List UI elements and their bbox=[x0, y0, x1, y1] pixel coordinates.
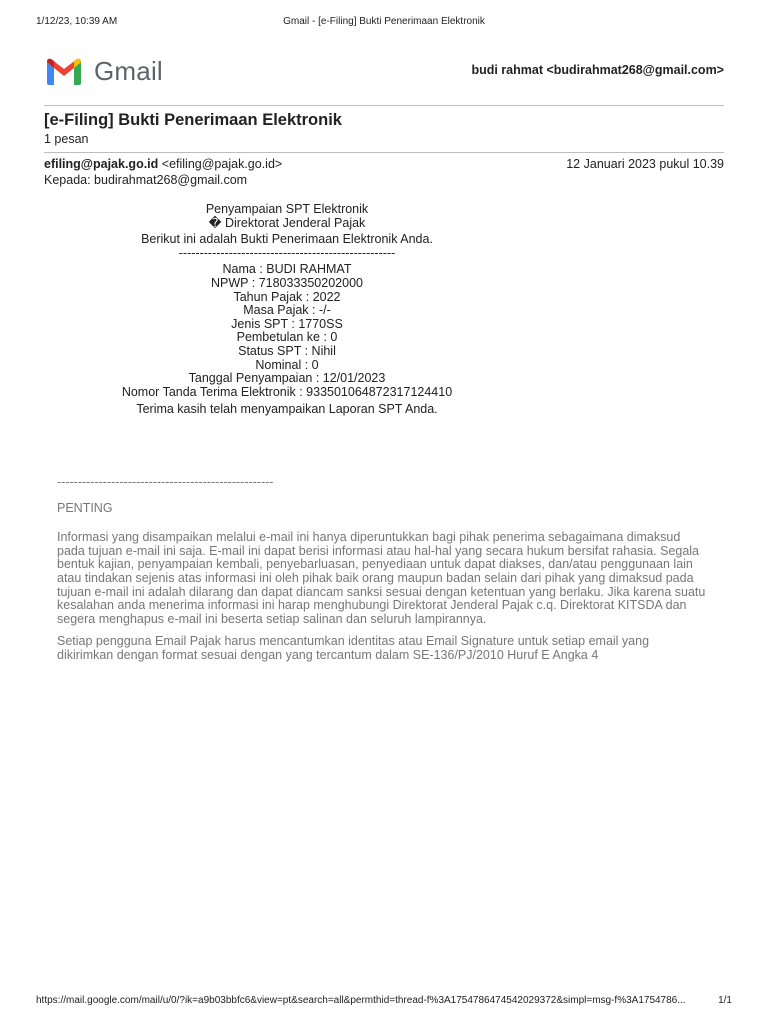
thread-subject: [e-Filing] Bukti Penerimaan Elektronik bbox=[44, 111, 342, 129]
receipt-thanks: Terima kasih telah menyampaikan Laporan SPT Anda. bbox=[136, 402, 438, 417]
header-divider bbox=[44, 105, 724, 106]
thread-divider bbox=[44, 152, 724, 153]
notice-line: atau tindakan sejenis atas informasi ini oleh pihak baik orang maupun badan selain dari pihak yang dimaksud pada bbox=[57, 570, 694, 585]
print-datetime: 1/12/23, 10:39 AM bbox=[36, 16, 118, 27]
notice-line: Informasi yang disampaikan melalui e-mail ini hanya diperuntukkan bagi pihak penerima sebagaimana dimaksud bbox=[57, 530, 681, 545]
account-identity: budi rahmat <budirahmat268@gmail.com> bbox=[471, 63, 724, 77]
notice-line: kesalahan anda menerima informasi ini harap menghubungi Direktorat Jenderal Pajak c.q. Direktorat KITSDA dan bbox=[57, 598, 687, 613]
notice-heading: PENTING bbox=[57, 500, 113, 515]
message-date: 12 Januari 2023 pukul 10.39 bbox=[566, 157, 724, 171]
receipt-field-nominal: Nominal : 0 bbox=[255, 357, 319, 372]
receipt-field-npwp: NPWP : 718033350202000 bbox=[211, 275, 363, 290]
notice-line: tujuan e-mail ini adalah dilarang dan dapat diancam sanksi sesuai dengan ketentuan yang berlaku. Jika karena suatu bbox=[57, 584, 706, 599]
notice-paragraph-signature bbox=[57, 635, 725, 662]
legal-notice bbox=[57, 476, 725, 663]
receipt-intro: Berikut ini adalah Bukti Penerimaan Elektronik Anda. bbox=[141, 232, 433, 247]
sender-address: <efiling@pajak.go.id> bbox=[161, 157, 283, 171]
recipient-line: Kepada: budirahmat268@gmail.com bbox=[44, 173, 248, 187]
gmail-header bbox=[44, 54, 724, 90]
receipt-issuer: � Direktorat Jenderal Pajak bbox=[208, 215, 366, 230]
notice-line: pada tujuan e-mail ini saja. E-mail ini dapat berisi informasi atau hal-hal yang secara hukum bersifat rahasia. Segala bbox=[57, 543, 700, 558]
notice-paragraph-confidentiality bbox=[57, 531, 725, 626]
receipt-field-nama: Nama : BUDI RAHMAT bbox=[222, 262, 352, 277]
sender-row bbox=[44, 157, 724, 171]
receipt-field-tahun-pajak: Tahun Pajak : 2022 bbox=[233, 289, 341, 304]
message-count: 1 pesan bbox=[44, 132, 89, 146]
receipt-field-tanggal: Tanggal Penyampaian : 12/01/2023 bbox=[188, 371, 386, 386]
gmail-wordmark: Gmail bbox=[94, 56, 163, 86]
notice-line: bentuk kajian, penyampaian kembali, penyebarluasan, penyediaan untuk dapat diakses, dan/atau penggunaan lain bbox=[57, 557, 693, 572]
receipt-field-jenis-spt: Jenis SPT : 1770SS bbox=[231, 316, 343, 331]
receipt-body bbox=[44, 203, 530, 417]
notice-line: dikirimkan dengan format sesuai dengan yang tercantum dalam SE-136/PJ/2010 Huruf E Angka 4 bbox=[57, 647, 599, 662]
print-url: https://mail.google.com/mail/u/0/?ik=a9b03bbfc6&view=pt&search=all&permthid=thread-f%3A1754786474542029372&simpl=msg-f%3A1754786... bbox=[36, 995, 686, 1006]
notice-separator: ---------------------------------------------------- bbox=[57, 475, 274, 489]
print-page-title: Gmail - [e-Filing] Bukti Penerimaan Elektronik bbox=[283, 16, 485, 27]
notice-line: segera menghapus e-mail ini beserta setiap salinan dan seluruh lampirannya. bbox=[57, 611, 487, 626]
receipt-field-masa-pajak: Masa Pajak : -/- bbox=[243, 303, 331, 318]
receipt-field-pembetulan: Pembetulan ke : 0 bbox=[236, 330, 338, 345]
print-page-number: 1/1 bbox=[718, 995, 732, 1006]
receipt-field-nomor-tanda-terima: Nomor Tanda Terima Elektronik : 933501064872317124410 bbox=[121, 384, 453, 399]
gmail-logo-icon bbox=[44, 56, 84, 86]
receipt-field-status-spt: Status SPT : Nihil bbox=[238, 343, 336, 358]
sender-name: efiling@pajak.go.id bbox=[44, 157, 159, 171]
receipt-separator: ---------------------------------------------------- bbox=[178, 245, 396, 260]
notice-line: Setiap pengguna Email Pajak harus mencantumkan identitas atau Email Signature untuk setiap email yang bbox=[57, 634, 650, 649]
receipt-heading: Penyampaian SPT Elektronik bbox=[205, 202, 369, 216]
